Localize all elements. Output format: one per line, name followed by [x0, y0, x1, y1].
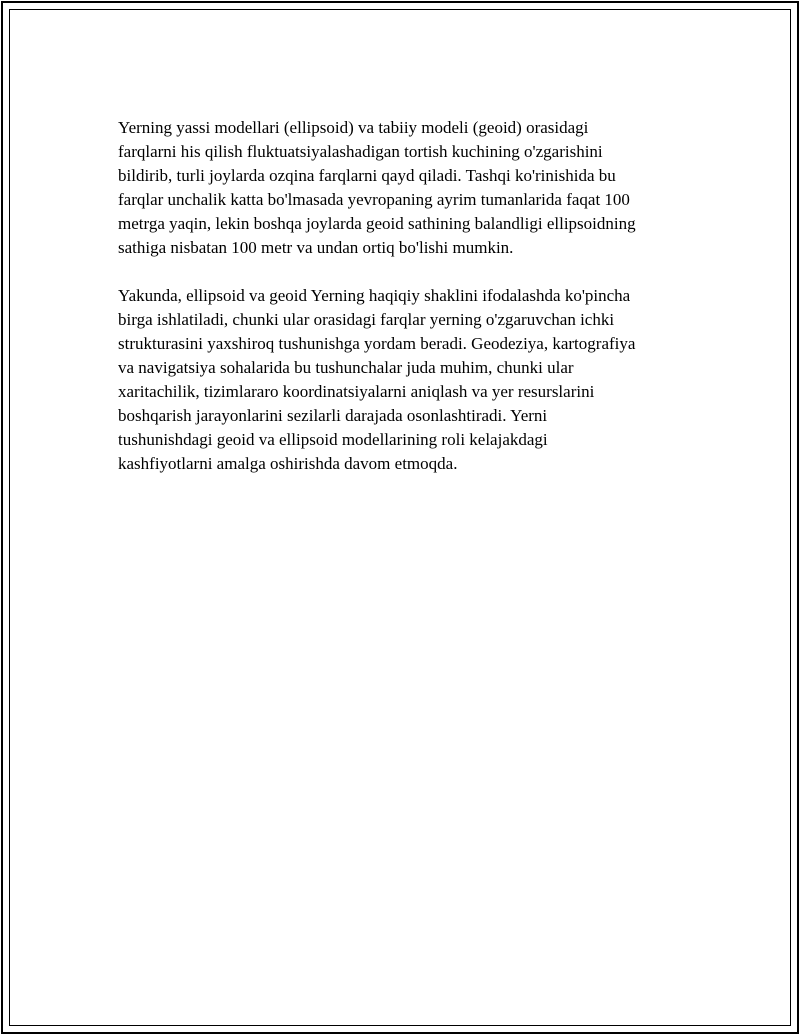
document-body — [118, 116, 688, 500]
paragraph-2-line: boshqarish jarayonlarini sezilarli darajada osonlashtiradi. Yerni — [118, 406, 548, 425]
paragraph-1-line: farqlar unchalik katta bo'lmasada yevropaning ayrim tumanlarida faqat 100 — [118, 190, 630, 209]
paragraph-2 — [118, 284, 688, 476]
paragraph-2-line: xaritachilik, tizimlararo koordinatsiyalarni aniqlash va yer resurslarini — [118, 382, 595, 401]
paragraph-1-line: Yerning yassi modellari (ellipsoid) va tabiiy modeli (geoid) orasidagi — [118, 118, 589, 137]
paragraph-2-line: Yakunda, ellipsoid va geoid Yerning haqiqiy shaklini ifodalashda ko'pincha — [118, 286, 631, 305]
paragraph-1 — [118, 116, 688, 260]
paragraph-2-line: kashfiyotlarni amalga oshirishda davom etmoqda. — [118, 454, 458, 473]
paragraph-2-line: tushunishdagi geoid va ellipsoid modellarining roli kelajakdagi — [118, 430, 548, 449]
paragraph-2-line: birga ishlatiladi, chunki ular orasidagi farqlar yerning o'zgaruvchan ichki — [118, 310, 615, 329]
paragraph-2-line: strukturasini yaxshiroq tushunishga yordam beradi. Geodeziya, kartografiya — [118, 334, 636, 353]
paragraph-2-line: va navigatsiya sohalarida bu tushunchalar juda muhim, chunki ular — [118, 358, 574, 377]
paragraph-1-line: sathiga nisbatan 100 metr va undan ortiq bo'lishi mumkin. — [118, 238, 514, 257]
paragraph-1-line: farqlarni his qilish fluktuatsiyalashadigan tortish kuchining o'zgarishini — [118, 142, 603, 161]
paragraph-1-line: metrga yaqin, lekin boshqa joylarda geoid sathining balandligi ellipsoidning — [118, 214, 636, 233]
paragraph-1-line: bildirib, turli joylarda ozqina farqlarni qayd qiladi. Tashqi ko'rinishida bu — [118, 166, 616, 185]
